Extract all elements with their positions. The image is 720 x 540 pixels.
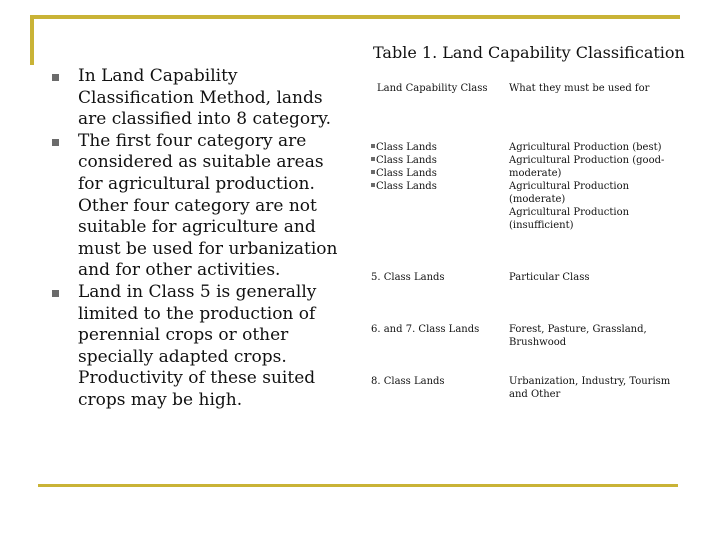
square-bullet-icon	[371, 170, 375, 174]
bullet-item	[52, 282, 342, 412]
bullet-text: Land in Class 5 is generally limited to the production of perennial crops or other specially adapted crops. Productivity of these suited crops may be high.	[78, 281, 317, 410]
class-line: Class Lands	[371, 154, 499, 167]
table-title: Table 1. Land Capability Classification	[373, 43, 685, 62]
class-cell: 6. and 7. Class Lands	[371, 324, 480, 335]
square-bullet-icon	[52, 290, 59, 297]
use-line: Agricultural Production (insufficient)	[509, 207, 630, 231]
class-line: Class Lands	[371, 180, 499, 193]
use-line: Agricultural Production (best)	[509, 142, 662, 153]
square-bullet-icon	[52, 74, 59, 81]
square-bullet-icon	[371, 183, 375, 187]
class-cell: 5. Class Lands	[371, 272, 445, 283]
table-row	[363, 375, 683, 415]
decorative-bottom-rule	[38, 484, 678, 487]
bullet-text: The first four category are considered as suitable areas for agricultural production. Other four category are not suitable for agriculture and must be used for urbanization and for other activities.	[78, 130, 338, 281]
bullet-list	[52, 66, 342, 412]
use-line: Agricultural Production (good-moderate)	[509, 155, 665, 179]
header-class: Land Capability Class	[377, 83, 488, 94]
use-cell: Forest, Pasture, Grassland, Brushwood	[509, 324, 647, 348]
class-line: Class Lands	[371, 141, 499, 154]
bullet-item	[52, 131, 342, 282]
header-use: What they must be used for	[509, 83, 650, 94]
square-bullet-icon	[52, 139, 59, 146]
class-line: Class Lands	[371, 167, 499, 180]
bullet-item	[52, 66, 342, 131]
use-line: Agricultural Production (moderate)	[509, 181, 630, 205]
square-bullet-icon	[371, 144, 375, 148]
class-cell: 8. Class Lands	[371, 376, 445, 387]
bullet-text: In Land Capability Classification Method, lands are classified into 8 category.	[78, 66, 332, 130]
use-cell: Urbanization, Industry, Tourism and Other	[509, 376, 671, 400]
table-header-row	[363, 76, 683, 132]
use-group-cell	[499, 132, 683, 271]
decorative-top-rule	[30, 15, 680, 19]
use-cell: Particular Class	[509, 272, 590, 283]
class-group-cell	[363, 132, 499, 271]
table-row-classes-1-4	[363, 132, 683, 271]
square-bullet-icon	[371, 157, 375, 161]
table-row	[363, 323, 683, 375]
land-capability-table	[363, 76, 683, 415]
table-row	[363, 271, 683, 323]
decorative-vertical-bar	[30, 15, 34, 65]
